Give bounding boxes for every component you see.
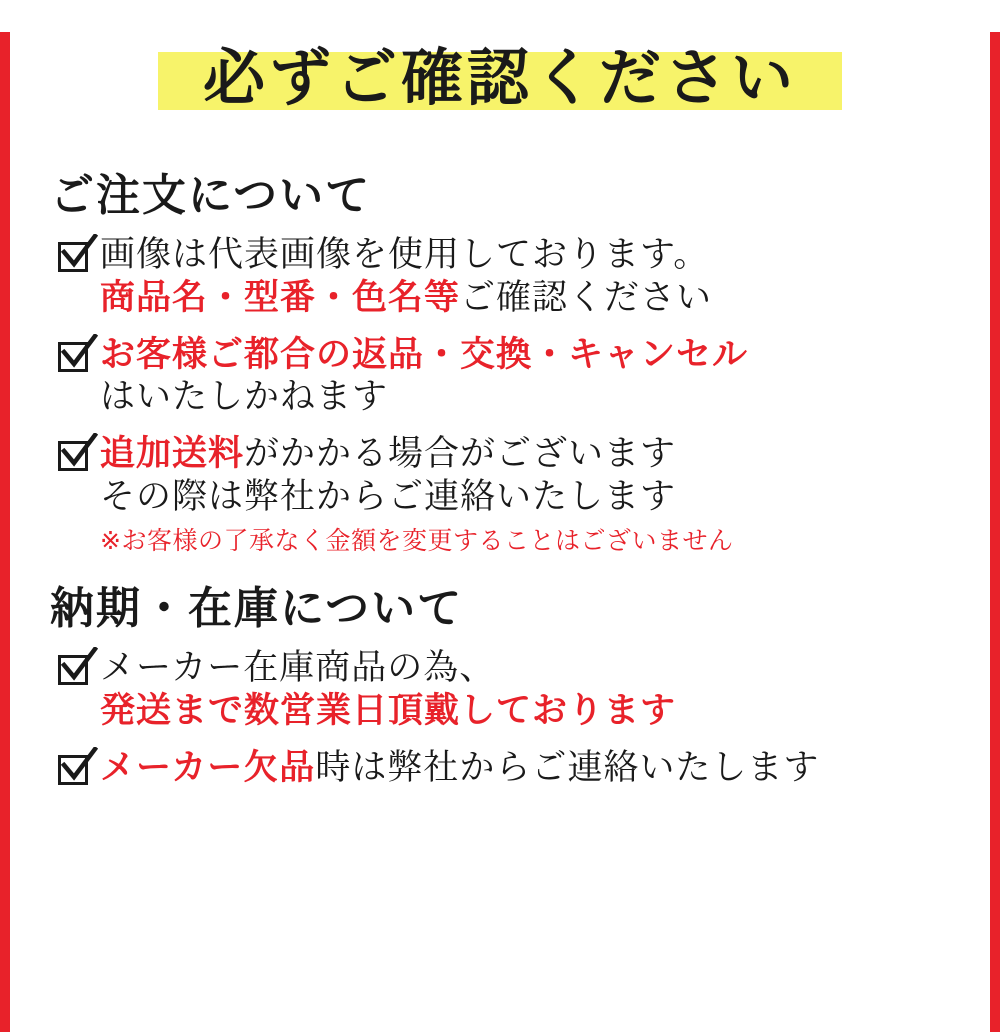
body-text: その際は弊社からご連絡いたします (100, 476, 677, 517)
item-text-block (96, 433, 962, 557)
checkbox-checked-icon (56, 437, 96, 477)
body-text: メーカー在庫商品の為、 (100, 648, 496, 689)
sections-container (38, 172, 962, 791)
item-line (100, 690, 962, 733)
list-item (56, 747, 962, 791)
list-item (56, 647, 962, 732)
emphasis-text: お客様ご都合の返品・交換・キャンセル (100, 334, 749, 375)
list-item (56, 234, 962, 319)
body-text: 画像は代表画像を使用しております。 (100, 235, 710, 276)
notice-content (10, 32, 990, 1032)
emphasis-text: 商品名・型番・色名等 (100, 278, 461, 319)
checkbox-checked-icon (56, 751, 96, 791)
item-line (100, 647, 962, 690)
item-line (100, 433, 962, 476)
checkbox-checked-icon (56, 338, 96, 378)
section-heading: ご注文について (50, 170, 372, 221)
item-note: ※お客様の了承なく金額を変更することはございません (100, 525, 734, 555)
body-text: はいたしかねます (100, 377, 389, 418)
item-text-block (96, 747, 962, 790)
item-line (100, 376, 962, 419)
item-text-block (96, 234, 962, 319)
body-text: 時は弊社からご連絡いたします (315, 747, 820, 788)
checkbox-checked-icon (56, 238, 96, 278)
notice-page (0, 32, 1000, 1032)
item-text-block (96, 334, 962, 419)
item-line (100, 234, 962, 277)
emphasis-text: 発送まで数営業日頂戴しております (100, 691, 677, 732)
item-line (100, 747, 962, 790)
page-title: 必ずご確認ください (202, 41, 797, 114)
page-title-banner (38, 32, 962, 124)
body-text: がかかる場合がございます (244, 434, 677, 475)
list-item (56, 433, 962, 557)
emphasis-text: メーカー欠品 (100, 747, 316, 788)
item-line (100, 277, 962, 320)
item-line (100, 476, 962, 519)
check-item-list (38, 234, 962, 557)
checkbox-checked-icon (56, 651, 96, 691)
item-text-block (96, 647, 962, 732)
list-item (56, 334, 962, 419)
body-text: ご確認ください (460, 278, 713, 319)
emphasis-text: 追加送料 (100, 434, 245, 475)
section-heading: 納期・在庫について (50, 583, 464, 635)
check-item-list (38, 647, 962, 790)
item-line (100, 334, 962, 377)
